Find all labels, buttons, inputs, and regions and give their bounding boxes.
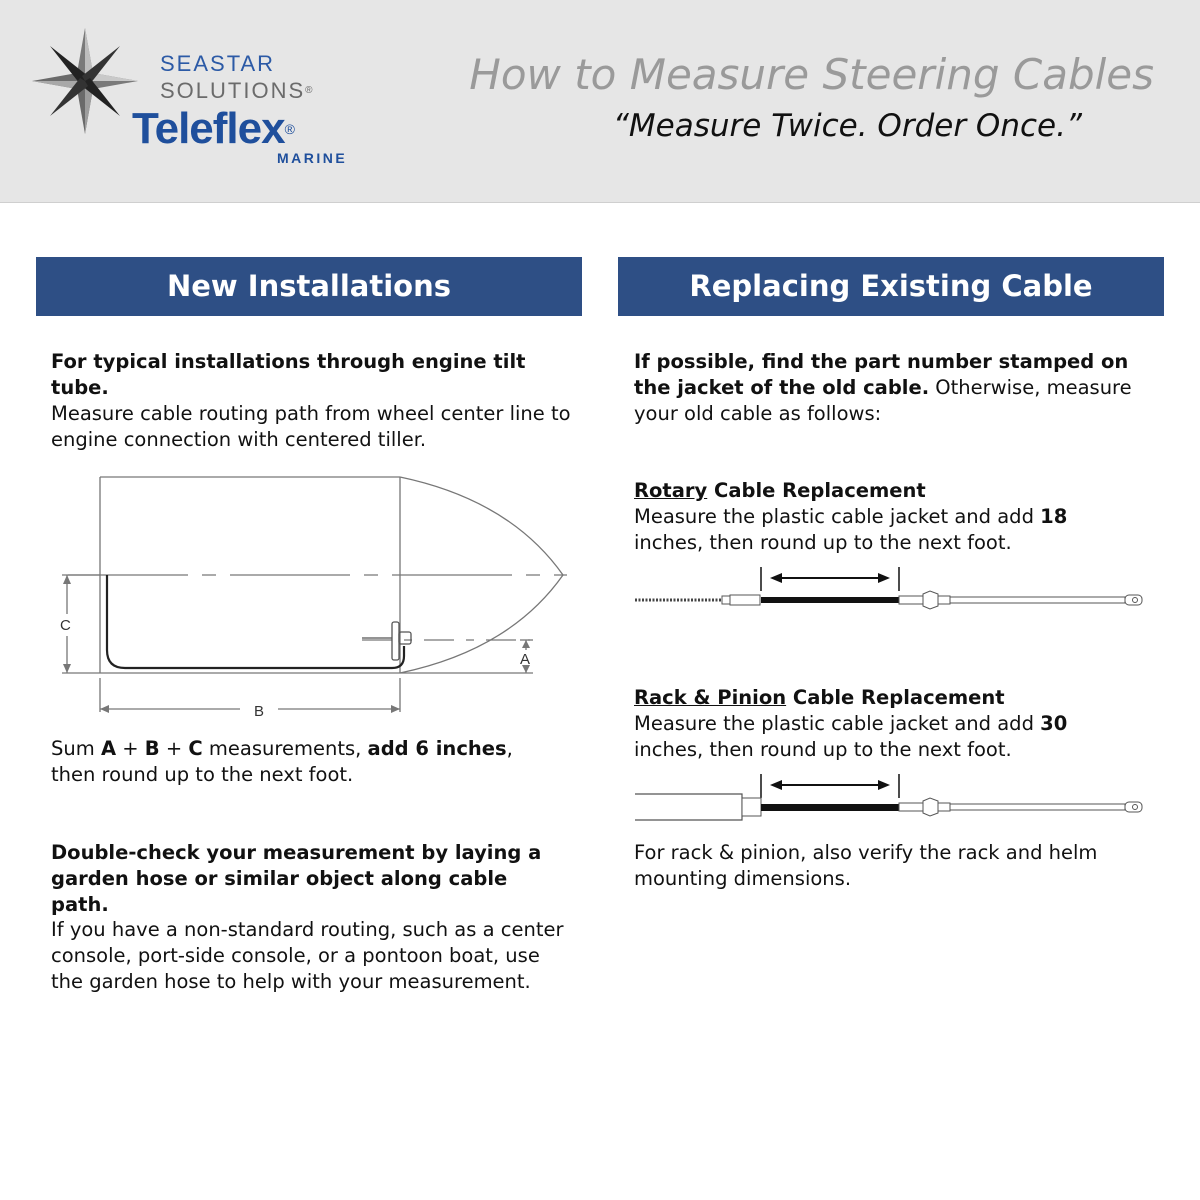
compass-star-icon <box>30 26 140 136</box>
seastar-wordmark: SEASTAR <box>160 51 276 76</box>
replacing-cable-heading: Replacing Existing Cable <box>618 257 1164 316</box>
new-install-intro-text: Measure cable routing path from wheel center line to engine connection with centered tiller. <box>51 402 571 451</box>
sum-measurements-text: Sum A + B + C measurements, add 6 inches, then round up to the next foot. <box>51 737 513 786</box>
boat-routing-diagram <box>0 460 600 720</box>
rack-pinion-instructions: Measure the plastic cable jacket and add 30 inches, then round up to the next foot. <box>634 712 1068 761</box>
teleflex-wordmark: Teleflex® <box>132 104 294 153</box>
new-install-intro-bold: For typical installations through engine tilt tube. <box>51 350 526 399</box>
rack-pinion-cable-illustration <box>630 772 1150 832</box>
dimension-b-label: B <box>254 703 265 720</box>
marine-wordmark: MARINE <box>277 150 348 166</box>
rotary-section-title: Rotary Cable Replacement <box>634 479 926 502</box>
non-standard-routing-text: If you have a non-standard routing, such as a center console, port-side console, or a pontoon boat, use the garden hose to help with your measurement. <box>51 918 564 993</box>
dimension-c-label: C <box>60 617 71 634</box>
solutions-wordmark: SOLUTIONS® <box>160 78 315 103</box>
rack-pinion-section-title: Rack & Pinion Cable Replacement <box>634 686 1005 709</box>
page-subtitle: “Measure Twice. Order Once.” <box>612 108 1082 144</box>
verify-dimensions-text: For rack & pinion, also verify the rack and helm mounting dimensions. <box>634 841 1098 890</box>
rotary-instructions: Measure the plastic cable jacket and add 18 inches, then round up to the next foot. <box>634 505 1068 554</box>
seastar-teleflex-logo <box>30 24 370 174</box>
new-installations-heading: New Installations <box>36 257 582 316</box>
page-title: How to Measure Steering Cables <box>469 50 1154 99</box>
rotary-cable-illustration <box>630 565 1150 625</box>
double-check-text: Double-check your measurement by laying a garden hose or similar object along cable path. <box>51 841 542 916</box>
header-banner <box>0 0 1200 203</box>
new-install-intro <box>51 349 581 453</box>
dimension-a-label: A <box>520 651 531 668</box>
replacing-intro: If possible, find the part number stamped on the jacket of the old cable. Otherwise, measure your old cable as follows: <box>634 350 1132 425</box>
